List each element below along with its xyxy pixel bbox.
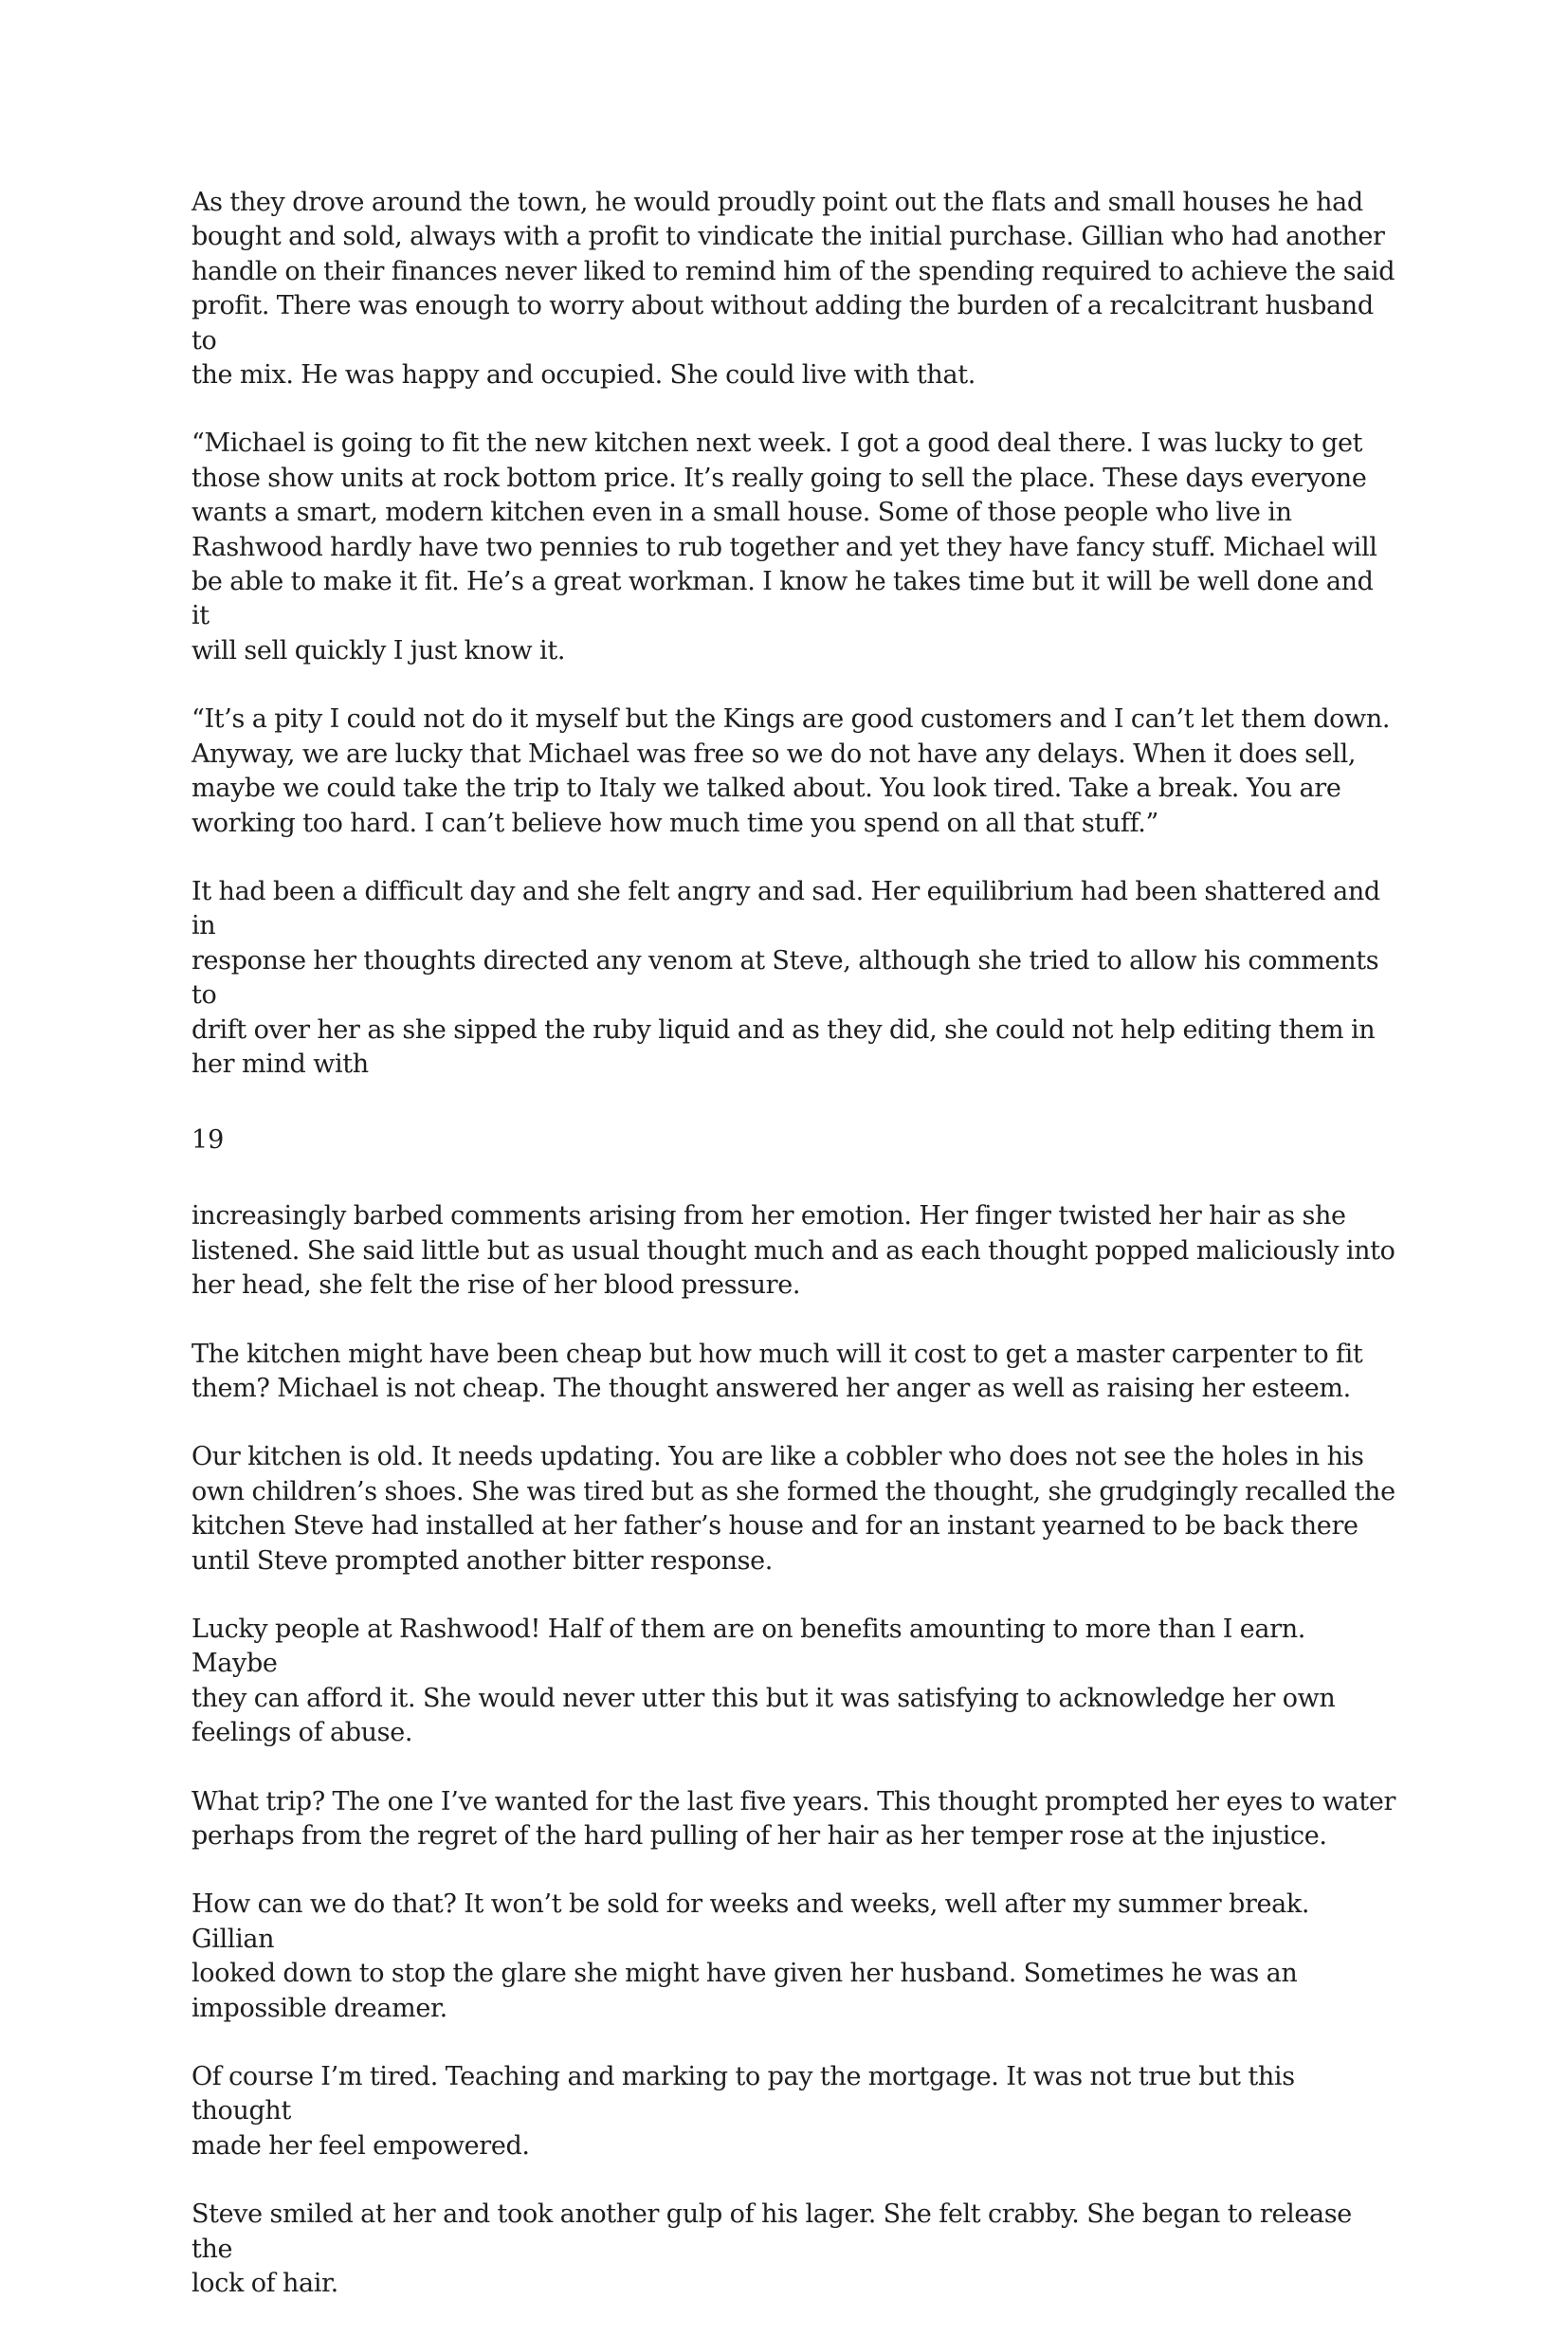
paragraph: As they drove around the town, he would proudly point out the flats and small houses he had bought and sold, always with a profit to vindicate the initial purchase. Gillian who had another handle on their finances never liked to remind him of the spending required to achieve the said profit. There was enough to worry about without adding the burden of a recalcitrant husband to the mix. He was happy and occupied. She could live with that. [191, 188, 1395, 391]
document-page [191, 186, 1397, 2336]
paragraph: Of course I’m tired. Teaching and marking to pay the mortgage. It was not true but this thought made her feel empowered. [191, 2062, 1295, 2161]
paragraph: increasingly barbed comments arising from her emotion. Her finger twisted her hair as she listened. She said little but as usual thought much and as each thought popped maliciously into her head, she felt the rise of her blood pressure. [191, 1201, 1395, 1301]
paragraph: Lucky people at Rashwood! Half of them are on benefits amounting to more than I earn. Maybe they can afford it. She would never utter this but it was satisfying to acknowledge her own feelings of abuse. [191, 1615, 1336, 1748]
paragraph: What trip? The one I’ve wanted for the last five years. This thought prompted her eyes to water perhaps from the regret of the hard pulling of her hair as her temper rose at the injustice. [191, 1786, 1396, 1852]
paragraph: “Michael is going to fit the new kitchen next week. I got a good deal there. I was lucky to get those show units at rock bottom price. It’s really going to sell the place. These days everyone wants a smart, modern kitchen even in a small house. Some of those people who live in Rashwood hardly have two pennies to rub together and yet they have fancy stuff. Michael will be able to make it fit. He’s a great workman. I know he takes time but it will be well done and it will sell quickly I just know it. [191, 429, 1377, 666]
paragraph: Our kitchen is old. It needs updating. You are like a cobbler who does not see the holes in his own children’s shoes. She was tired but as she formed the thought, she grudgingly recalled the kitchen Steve had installed at her father’s house and for an instant yearned to be back there until Steve prompted another bitter response. [191, 1442, 1395, 1576]
paragraph: It had been a difficult day and she felt angry and sad. Her equilibrium had been shattered and in response her thoughts directed any venom at Steve, although she tried to allow his comments to drift over her as she sipped the ruby liquid and as they did, she could not help editing them in her mind with [191, 876, 1380, 1079]
paragraph: “It’s a pity I could not do it myself but the Kings are good customers and I can’t let them down. Anyway, we are lucky that Michael was free so we do not have any delays. When it does sell, maybe we could take the trip to Italy we talked about. You look tired. Take a break. You are working too hard. I can’t believe how much time you spend on all that stuff.” [191, 704, 1391, 838]
page-number: 19 [191, 1125, 225, 1156]
paragraph: How can we do that? It won’t be sold for weeks and weeks, well after my summer break. Gillian looked down to stop the glare she might have given her husband. Sometimes he was an impossible dreamer. [191, 1889, 1310, 2023]
paragraph: The kitchen might have been cheap but how much will it cost to get a master carpenter to fit them? Michael is not cheap. The thought answered her anger as well as raising her esteem. [191, 1339, 1363, 1403]
paragraph: Steve smiled at her and took another gulp of his lager. She felt crabby. She began to release the lock of hair. [191, 2199, 1352, 2299]
